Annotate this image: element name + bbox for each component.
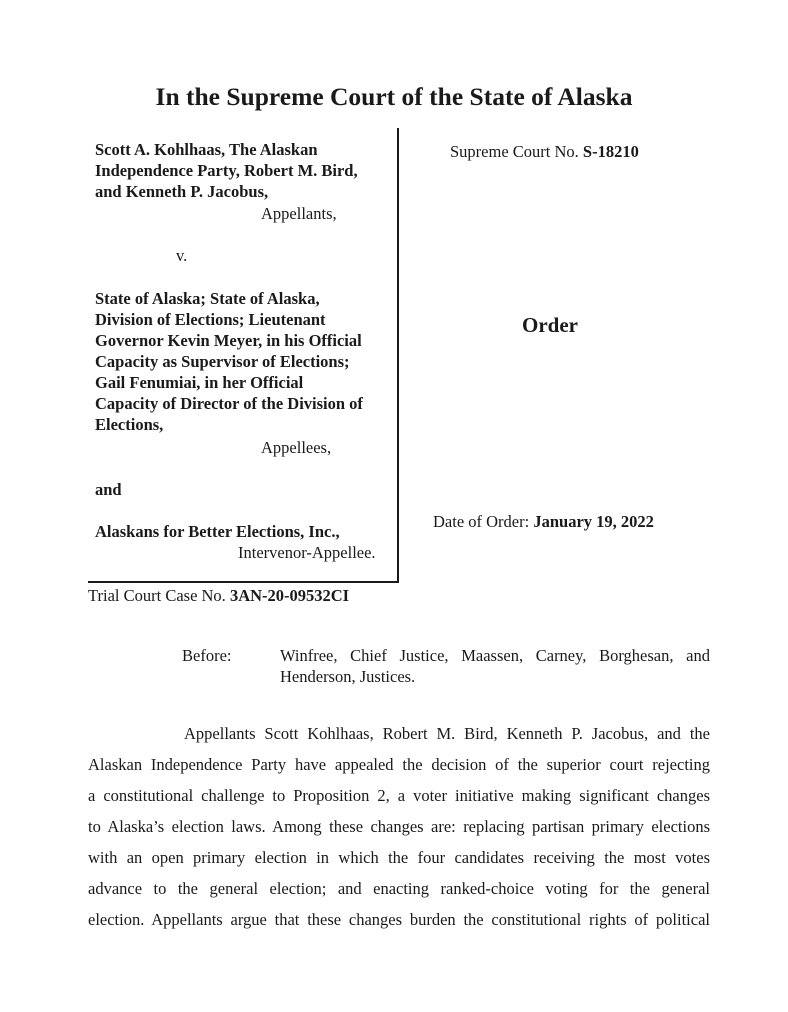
appellants-role: Appellants, (261, 204, 337, 223)
appellees-line-7: Elections, (95, 415, 164, 434)
case-number-label: Supreme Court No. (450, 142, 583, 161)
date-label: Date of Order: (433, 512, 534, 531)
caption-divider-vertical (397, 128, 399, 583)
intervenor-name: Alaskans for Better Elections, Inc., (95, 522, 340, 541)
appellees-line-6: Capacity of Director of the Division of (95, 394, 363, 413)
and-word: and (95, 480, 122, 499)
case-number-value: S-18210 (582, 142, 639, 161)
supreme-court-number (450, 141, 639, 162)
before-justices (280, 645, 710, 687)
appellees-names (95, 288, 363, 435)
appellants-line-2: Independence Party, Robert M. Bird, (95, 161, 358, 180)
date-of-order (433, 511, 654, 532)
caption-divider-horizontal (88, 581, 399, 583)
appellants-line-3: and Kenneth P. Jacobus, (95, 182, 269, 201)
body-line-4: to Alaska’s election laws. Among these changes are: replacing partisan primary elections (88, 817, 710, 836)
appellees-line-3: Governor Kevin Meyer, in his Official (95, 331, 362, 350)
appellants-line-1: Scott A. Kohlhaas, The Alaskan (95, 140, 318, 159)
body-paragraph (88, 718, 710, 935)
appellees-line-2: Division of Elections; Lieutenant (95, 310, 326, 329)
date-value: January 19, 2022 (533, 512, 654, 531)
appellants-names (95, 139, 358, 202)
body-line-5: with an open primary election in which the four candidates receiving the most votes (88, 848, 710, 867)
appellees-line-4: Capacity as Supervisor of Elections; (95, 352, 350, 371)
before-line-2: Henderson, Justices. (280, 667, 416, 686)
trial-court-value: 3AN-20-09532CI (229, 586, 350, 605)
body-line-6: advance to the general election; and enacting ranked-choice voting for the general (88, 879, 710, 898)
body-line-1: Appellants Scott Kohlhaas, Robert M. Bird, Kenneth P. Jacobus, and the (184, 724, 710, 743)
trial-court-label: Trial Court Case No. (88, 586, 230, 605)
court-title: In the Supreme Court of the State of Alaska (155, 82, 633, 111)
before-label: Before: (182, 646, 232, 665)
trial-court-case (88, 585, 349, 606)
body-line-2: Alaskan Independence Party have appealed the decision of the superior court rejecting (88, 755, 710, 774)
intervenor-role: Intervenor-Appellee. (238, 543, 376, 562)
appellees-line-1: State of Alaska; State of Alaska, (95, 289, 320, 308)
before-line-1: Winfree, Chief Justice, Maassen, Carney, Borghesan, and (280, 646, 710, 665)
appellees-line-5: Gail Fenumiai, in her Official (95, 373, 304, 392)
body-line-3: a constitutional challenge to Proposition 2, a voter initiative making significant changes (88, 786, 710, 805)
appellees-role: Appellees, (261, 438, 332, 457)
order-heading: Order (522, 313, 578, 337)
body-line-7: election. Appellants argue that these changes burden the constitutional rights of political (88, 910, 710, 929)
versus: v. (176, 246, 188, 265)
